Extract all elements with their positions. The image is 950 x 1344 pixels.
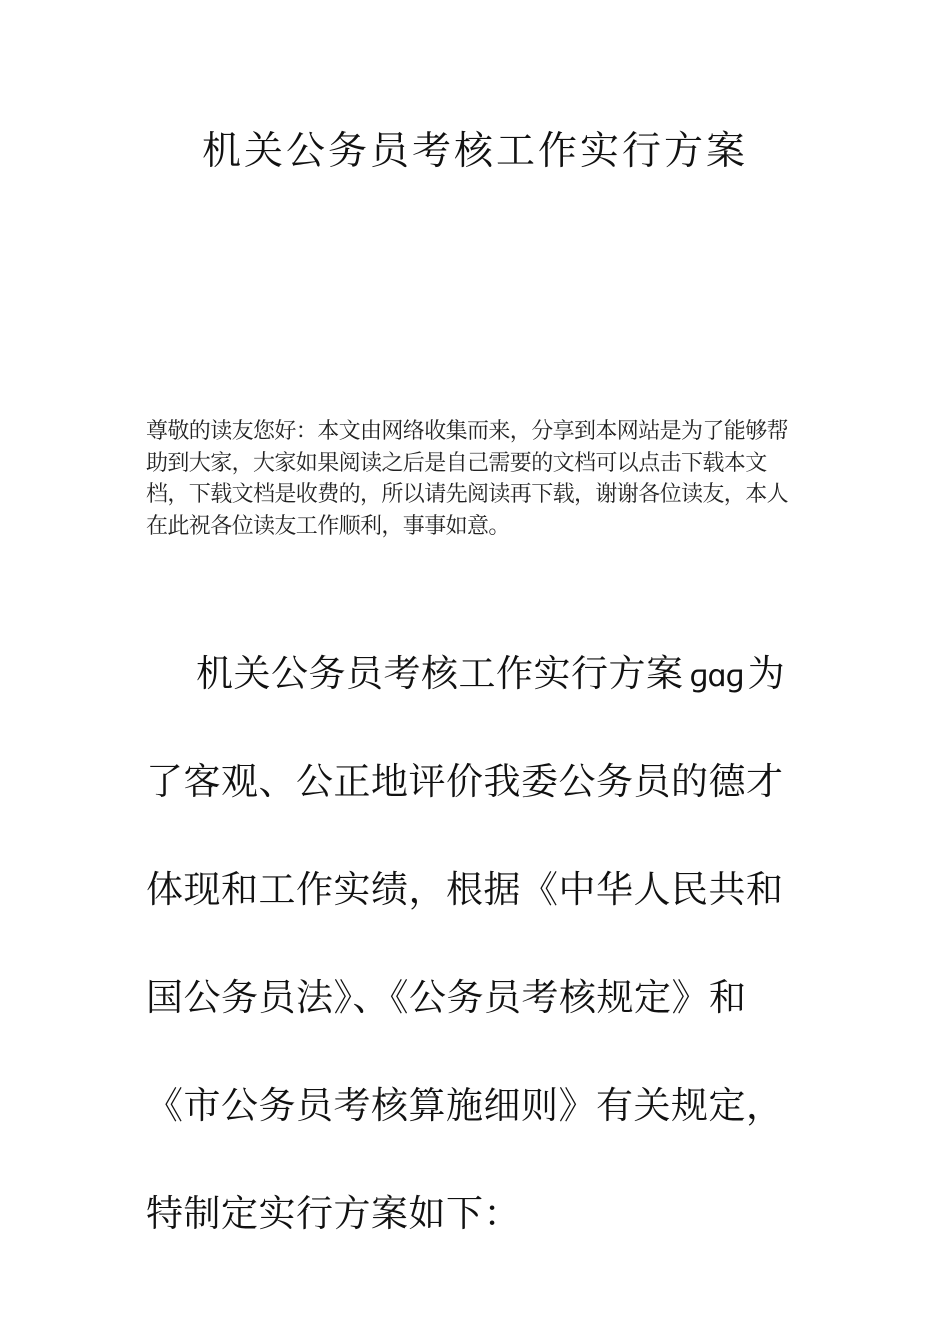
body-paragraph — [146, 620, 808, 1268]
reader-notice: 尊敬的读友您好：本文由网络收集而来，分享到本网站是为了能够帮助到大家，大家如果阅读之后是自己需要的文档可以点击下载本文档，下载文档是收费的，所以请先阅读再下载，谢谢各位读友，本人在此祝各位读友工作顺利，事事如意。 — [146, 419, 789, 539]
body-line-1-text: 机关公务员考核工作实行方案 — [196, 652, 684, 695]
body-line-2: 了客观、公正地评价我委公务员的德才 — [146, 760, 784, 803]
body-line-4: 国公务员法》、《公务员考核规定》和 — [146, 976, 747, 1019]
body-line-1 — [146, 620, 808, 728]
body-line-6: 特制定实行方案如下： — [146, 1192, 521, 1235]
document-title: 机关公务员考核工作实行方案 — [201, 129, 748, 174]
body-line-1-tail: 为 — [747, 652, 786, 695]
garbled-glyphs: ɡɑɡ — [689, 659, 744, 694]
body-line-5: 《市公务员考核算施细则》有关规定， — [146, 1084, 784, 1127]
body-line-3: 体现和工作实绩，根据《中华人民共和 — [146, 868, 784, 911]
